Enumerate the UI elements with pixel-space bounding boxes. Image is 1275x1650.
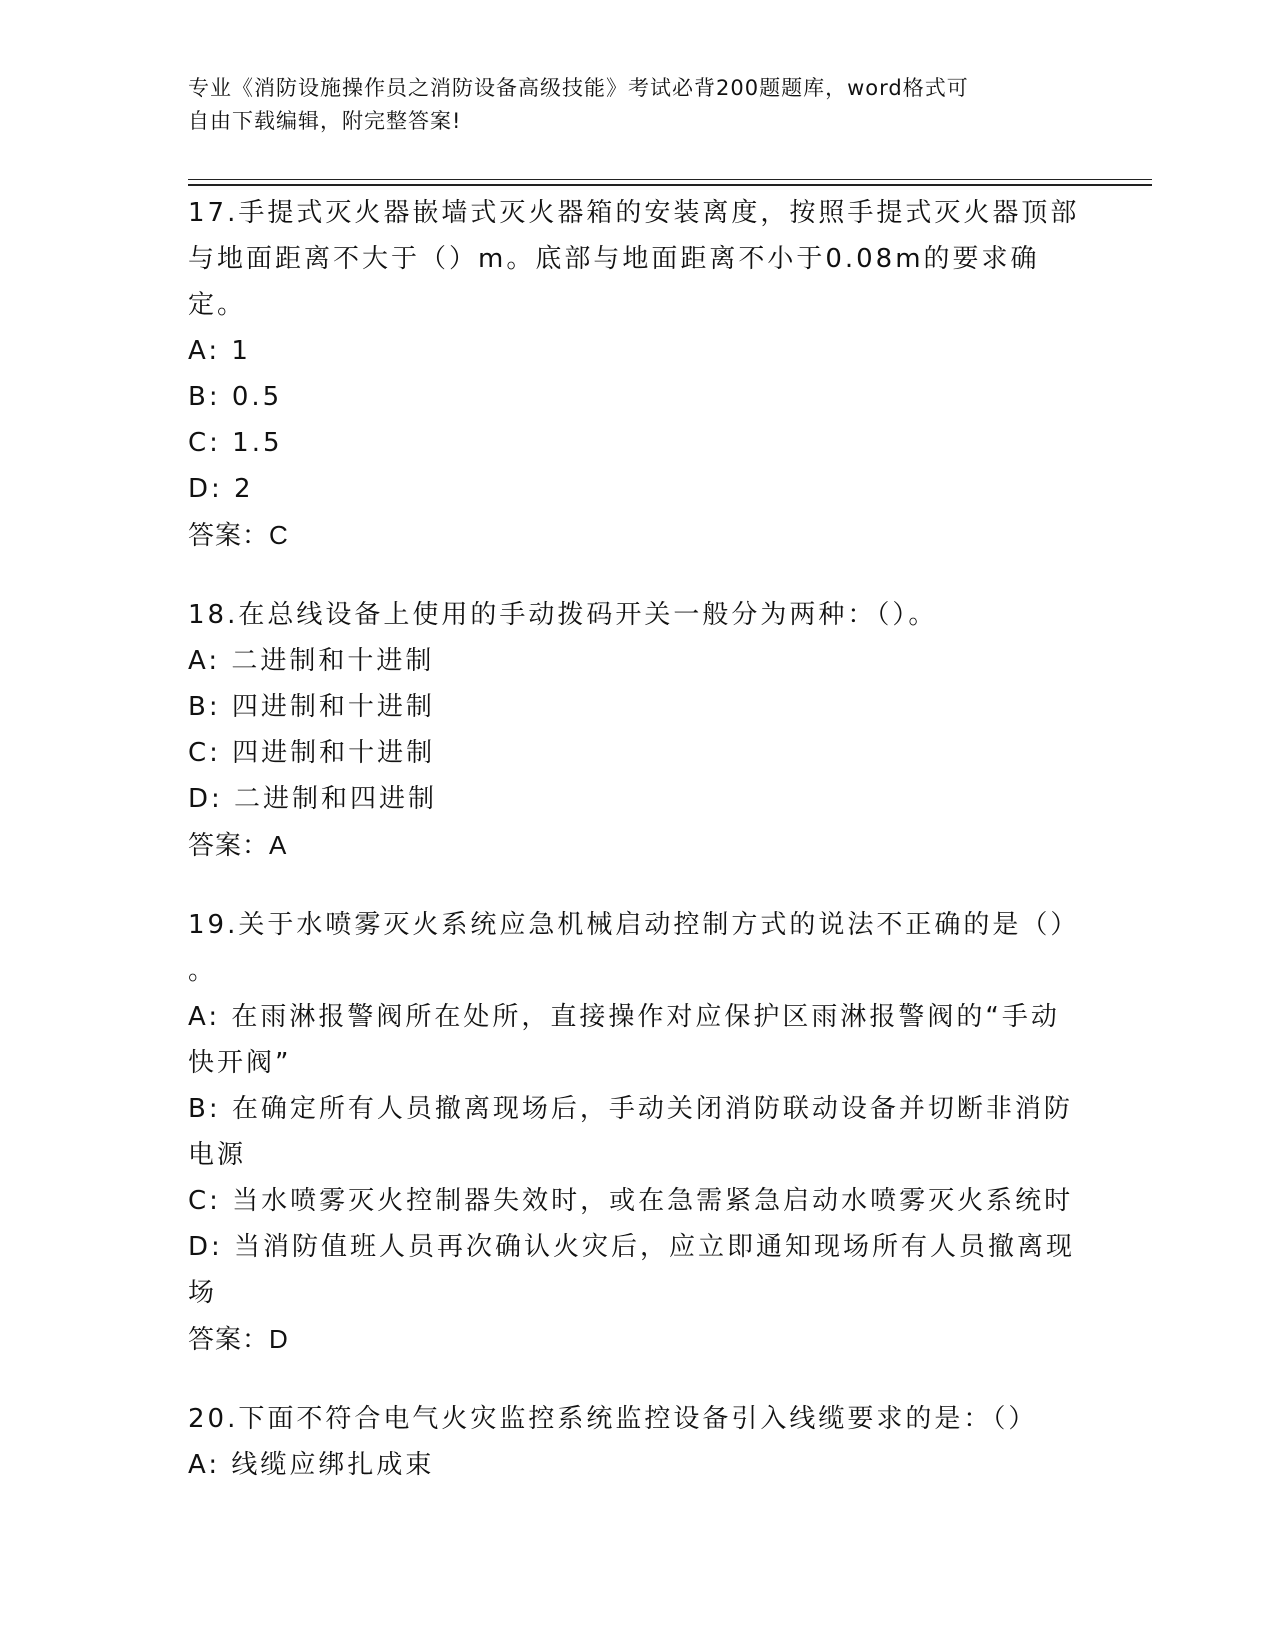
answer: 答案：A <box>188 830 288 860</box>
option-d: D: 当消防值班人员再次确认火灾后，应立即通知现场所有人员撤离现 <box>188 1232 1076 1262</box>
option-a: A: 线缆应绑扎成束 <box>188 1450 435 1480</box>
option-d: D: 二进制和四进制 <box>188 784 438 814</box>
question-stem-continued: 与地面距离不大于（）m。底部与地面距离不小于0.08m的要求确定。 <box>188 244 1040 320</box>
question-stem-continued: 。 <box>188 956 218 986</box>
option-c: C: 当水喷雾灭火控制器失效时，或在急需紧急启动水喷雾灭火系统时 <box>188 1186 1074 1216</box>
question-list <box>188 190 1088 1522</box>
question-17 <box>188 190 1088 558</box>
header-divider-thick <box>188 184 1152 186</box>
question-19 <box>188 902 1088 1362</box>
question-stem: 17.手提式灭火器嵌墙式灭火器箱的安装离度，按照手提式灭火器顶部 <box>188 198 1080 228</box>
question-18 <box>188 592 1088 868</box>
option-c: C: 四进制和十进制 <box>188 738 436 768</box>
option-d: D: 2 <box>188 474 254 504</box>
option-a: A: 在雨淋报警阀所在处所，直接操作对应保护区雨淋报警阀的“手动 <box>188 1002 1060 1032</box>
header-line-2: 自由下载编辑，附完整答案! <box>188 109 462 133</box>
answer: 答案：C <box>188 520 289 550</box>
question-20 <box>188 1396 1088 1488</box>
header-divider-thin <box>188 179 1152 180</box>
document-header <box>188 72 1088 138</box>
question-stem: 18.在总线设备上使用的手动拨码开关一般分为两种：（）。 <box>188 600 938 630</box>
option-a: A: 1 <box>188 336 251 366</box>
option-b: B: 在确定所有人员撤离现场后，手动关闭消防联动设备并切断非消防 <box>188 1094 1073 1124</box>
header-line-1: 专业《消防设施操作员之消防设备高级技能》考试必背200题题库，word格式可 <box>188 76 969 100</box>
option-a: A: 二进制和十进制 <box>188 646 435 676</box>
question-stem: 20.下面不符合电气火灾监控系统监控设备引入线缆要求的是：（） <box>188 1404 1038 1434</box>
question-stem: 19.关于水喷雾灭火系统应急机械启动控制方式的说法不正确的是（） <box>188 910 1080 940</box>
option-b: B: 四进制和十进制 <box>188 692 435 722</box>
option-b: B: 0.5 <box>188 382 283 412</box>
option-a-continued: 快开阀” <box>188 1048 292 1078</box>
option-d-continued: 场 <box>188 1278 218 1308</box>
answer: 答案：D <box>188 1324 289 1354</box>
option-b-continued: 电源 <box>188 1140 247 1170</box>
option-c: C: 1.5 <box>188 428 283 458</box>
